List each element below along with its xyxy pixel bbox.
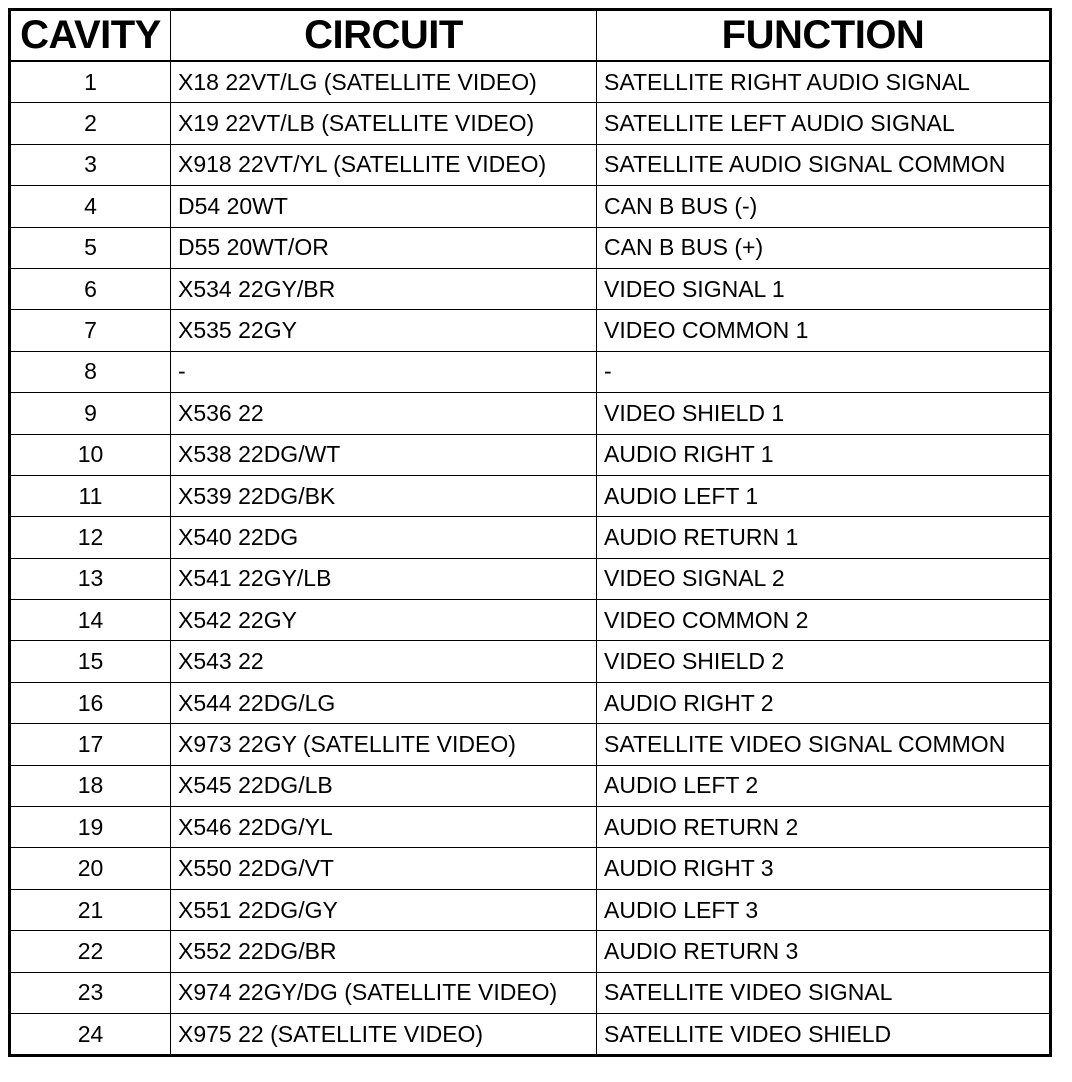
circuit-cell: X973 22GY (SATELLITE VIDEO) xyxy=(171,724,597,765)
cavity-cell: 10 xyxy=(10,434,171,475)
table-row xyxy=(10,558,1051,599)
table-row xyxy=(10,517,1051,558)
function-cell: SATELLITE VIDEO SIGNAL xyxy=(597,972,1051,1013)
table-row xyxy=(10,931,1051,972)
table-row xyxy=(10,600,1051,641)
function-cell: VIDEO SHIELD 1 xyxy=(597,393,1051,434)
function-cell: SATELLITE VIDEO SIGNAL COMMON xyxy=(597,724,1051,765)
table-row xyxy=(10,186,1051,227)
function-cell: SATELLITE LEFT AUDIO SIGNAL xyxy=(597,103,1051,144)
cavity-cell: 20 xyxy=(10,848,171,889)
circuit-cell: X540 22DG xyxy=(171,517,597,558)
circuit-cell: X542 22GY xyxy=(171,600,597,641)
cavity-cell: 13 xyxy=(10,558,171,599)
cavity-cell: 22 xyxy=(10,931,171,972)
table-row xyxy=(10,724,1051,765)
cavity-cell: 11 xyxy=(10,475,171,516)
table-row xyxy=(10,807,1051,848)
table-row xyxy=(10,310,1051,351)
function-cell: AUDIO LEFT 3 xyxy=(597,889,1051,930)
circuit-cell: - xyxy=(171,351,597,392)
cavity-cell: 21 xyxy=(10,889,171,930)
circuit-cell: X550 22DG/VT xyxy=(171,848,597,889)
function-cell: VIDEO COMMON 2 xyxy=(597,600,1051,641)
circuit-cell: X551 22DG/GY xyxy=(171,889,597,930)
table-row xyxy=(10,144,1051,185)
table-row xyxy=(10,103,1051,144)
table-row xyxy=(10,765,1051,806)
cavity-cell: 15 xyxy=(10,641,171,682)
table-row xyxy=(10,434,1051,475)
function-cell: AUDIO RETURN 1 xyxy=(597,517,1051,558)
cavity-cell: 4 xyxy=(10,186,171,227)
cavity-cell: 3 xyxy=(10,144,171,185)
function-cell: VIDEO COMMON 1 xyxy=(597,310,1051,351)
connector-pinout-table xyxy=(8,8,1052,1057)
table-row xyxy=(10,889,1051,930)
table-row xyxy=(10,641,1051,682)
function-cell: SATELLITE AUDIO SIGNAL COMMON xyxy=(597,144,1051,185)
table-row xyxy=(10,61,1051,103)
cavity-cell: 14 xyxy=(10,600,171,641)
function-column-header: FUNCTION xyxy=(597,10,1051,62)
function-cell: AUDIO LEFT 2 xyxy=(597,765,1051,806)
circuit-cell: X975 22 (SATELLITE VIDEO) xyxy=(171,1013,597,1055)
circuit-cell: X19 22VT/LB (SATELLITE VIDEO) xyxy=(171,103,597,144)
table-row xyxy=(10,475,1051,516)
function-cell: SATELLITE VIDEO SHIELD xyxy=(597,1013,1051,1055)
table-row xyxy=(10,393,1051,434)
circuit-cell: D55 20WT/OR xyxy=(171,227,597,268)
circuit-cell: X552 22DG/BR xyxy=(171,931,597,972)
function-cell: AUDIO RETURN 3 xyxy=(597,931,1051,972)
cavity-cell: 9 xyxy=(10,393,171,434)
circuit-cell: X536 22 xyxy=(171,393,597,434)
cavity-column-header: CAVITY xyxy=(10,10,171,62)
cavity-cell: 2 xyxy=(10,103,171,144)
function-cell: AUDIO RIGHT 2 xyxy=(597,682,1051,723)
function-cell: CAN B BUS (-) xyxy=(597,186,1051,227)
cavity-cell: 6 xyxy=(10,268,171,309)
function-cell: AUDIO RIGHT 1 xyxy=(597,434,1051,475)
cavity-cell: 1 xyxy=(10,61,171,103)
function-cell: VIDEO SHIELD 2 xyxy=(597,641,1051,682)
function-cell: VIDEO SIGNAL 2 xyxy=(597,558,1051,599)
function-cell: AUDIO RETURN 2 xyxy=(597,807,1051,848)
circuit-cell: X974 22GY/DG (SATELLITE VIDEO) xyxy=(171,972,597,1013)
cavity-cell: 23 xyxy=(10,972,171,1013)
table-row xyxy=(10,972,1051,1013)
table-body xyxy=(10,61,1051,1056)
circuit-cell: X534 22GY/BR xyxy=(171,268,597,309)
table-header xyxy=(10,10,1051,62)
circuit-column-header: CIRCUIT xyxy=(171,10,597,62)
table-row xyxy=(10,268,1051,309)
function-cell: AUDIO RIGHT 3 xyxy=(597,848,1051,889)
circuit-cell: X535 22GY xyxy=(171,310,597,351)
table-row xyxy=(10,848,1051,889)
circuit-cell: X538 22DG/WT xyxy=(171,434,597,475)
cavity-cell: 24 xyxy=(10,1013,171,1055)
circuit-cell: D54 20WT xyxy=(171,186,597,227)
table-row xyxy=(10,682,1051,723)
circuit-cell: X541 22GY/LB xyxy=(171,558,597,599)
circuit-cell: X545 22DG/LB xyxy=(171,765,597,806)
table-row xyxy=(10,351,1051,392)
circuit-cell: X539 22DG/BK xyxy=(171,475,597,516)
cavity-cell: 12 xyxy=(10,517,171,558)
cavity-cell: 8 xyxy=(10,351,171,392)
function-cell: SATELLITE RIGHT AUDIO SIGNAL xyxy=(597,61,1051,103)
function-cell: CAN B BUS (+) xyxy=(597,227,1051,268)
circuit-cell: X918 22VT/YL (SATELLITE VIDEO) xyxy=(171,144,597,185)
cavity-cell: 19 xyxy=(10,807,171,848)
function-cell: AUDIO LEFT 1 xyxy=(597,475,1051,516)
cavity-cell: 7 xyxy=(10,310,171,351)
cavity-cell: 17 xyxy=(10,724,171,765)
circuit-cell: X546 22DG/YL xyxy=(171,807,597,848)
function-cell: - xyxy=(597,351,1051,392)
cavity-cell: 16 xyxy=(10,682,171,723)
cavity-cell: 5 xyxy=(10,227,171,268)
table-row xyxy=(10,1013,1051,1055)
header-row xyxy=(10,10,1051,62)
table-row xyxy=(10,227,1051,268)
circuit-cell: X18 22VT/LG (SATELLITE VIDEO) xyxy=(171,61,597,103)
circuit-cell: X543 22 xyxy=(171,641,597,682)
cavity-cell: 18 xyxy=(10,765,171,806)
function-cell: VIDEO SIGNAL 1 xyxy=(597,268,1051,309)
circuit-cell: X544 22DG/LG xyxy=(171,682,597,723)
